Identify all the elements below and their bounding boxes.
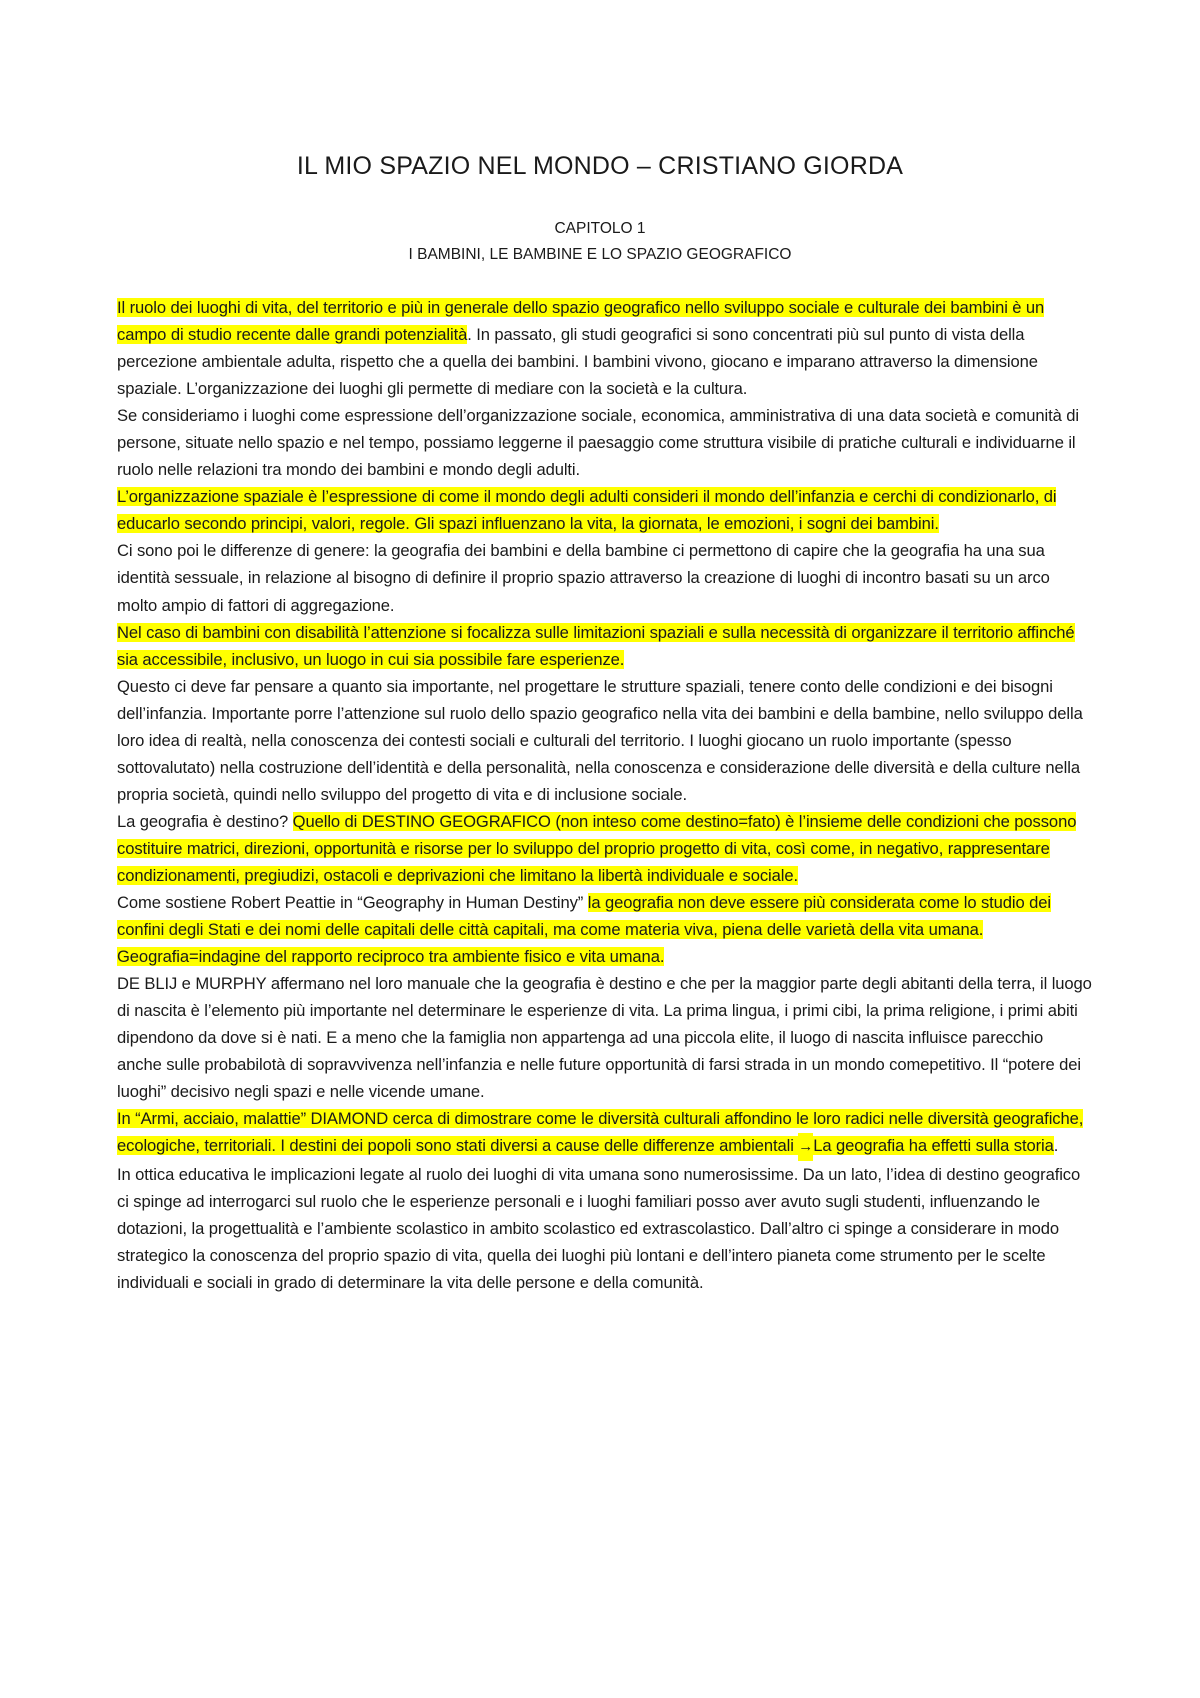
paragraph-11 <box>117 1161 1092 1296</box>
document-title: IL MIO SPAZIO NEL MONDO – CRISTIANO GIORDA <box>296 152 904 180</box>
body-text-run: Se consideriamo i luoghi come espressione dell’organizzazione sociale, economica, amministrativa di una data società e comunità di persone, situate nello spazio e nel tempo, possiamo leggerne il paesaggio come struttura visibile di pratiche culturali e individuarne il ruolo nelle relazioni tra mondo dei bambini e mondo degli adulti. <box>117 406 1079 480</box>
paragraph-2 <box>117 402 1092 483</box>
paragraph-6 <box>117 673 1092 808</box>
paragraph-10 <box>117 1105 1092 1160</box>
highlighted-text: Il ruolo dei luoghi di vita, del territorio e più in generale dello spazio geografico nello sviluppo sociale e culturale dei bambini è un campo di studio recente dalle grandi potenzialità <box>117 298 1045 345</box>
body-text-run: In ottica educativa le implicazioni legate al ruolo dei luoghi di vita umana sono numerosissime. Da un lato, l’idea di destino geografico ci spinge ad interrogarci sul ruolo che le esperienze personali e i luoghi familiari posso aver avuto sugli studenti, influenzando le dotazioni, la progettualità e l’ambiente scolastico in ambito scolastico ed extrascolastico. Dall’altro ci spinge a considerare in modo strategico la conoscenza del proprio spazio di vita, quella dei luoghi più lontani e dell’intero pianeta come strumento per le scelte individuali e sociali in grado di determinare la vita delle persone e della comunità. <box>117 1164 1081 1292</box>
paragraph-1 <box>117 294 1092 402</box>
chapter-heading <box>0 216 1200 268</box>
arrow-right-icon: → <box>798 1133 813 1160</box>
body-text-run: Questo ci deve far pensare a quanto sia importante, nel progettare le strutture spaziali, tenere conto delle condizioni e dei bisogni dell’infanzia. Importante porre l’attenzione sul ruolo dello spazio geografico nella vita dei bambini e della bambine, nello sviluppo della loro idea di realtà, nella conoscenza dei contesti sociali e culturali del territorio. I luoghi giocano un ruolo importante (spesso sottovalutato) nella costruzione dell’identità e della personalità, nella conoscenza e considerazione delle diversità e della culture nella propria società, quindi nello sviluppo del progetto di vita e di inclusione sociale. <box>117 676 1083 804</box>
paragraph-8 <box>117 889 1092 970</box>
body-text-run: . In passato, gli studi geografici si sono concentrati più sul punto di vista della percezione ambientale adulta, rispetto che a quella dei bambini. I bambini vivono, giocano e imparano attraverso la dimensione spaziale. L’organizzazione dei luoghi gli permette di mediare con la società e la cultura. <box>117 325 1038 399</box>
body-text-run: Ci sono poi le differenze di genere: la geografia dei bambini e della bambine ci permettono di capire che la geografia ha una sua identità sessuale, in relazione al bisogno di definire il proprio spazio attraverso la creazione di luoghi di incontro basati su un arco molto ampio di fattori di aggregazione. <box>117 541 1050 615</box>
chapter-title: I BAMBINI, LE BAMBINE E LO SPAZIO GEOGRAFICO <box>408 246 792 263</box>
paragraph-9 <box>117 970 1092 1105</box>
paragraph-3 <box>117 483 1092 537</box>
highlighted-text: In “Armi, acciaio, malattie” DIAMOND cerca di dimostrare come le diversità culturali affondino le loro radici nelle diversità geografiche, ecologiche, territoriali. I destini dei popoli sono stati diversi a cause delle differenze ambientali <box>117 1109 1084 1156</box>
paragraph-4 <box>117 537 1092 618</box>
paragraph-5 <box>117 619 1092 673</box>
body-text-run: La geografia è destino? <box>117 811 293 831</box>
chapter-number: CAPITOLO 1 <box>554 220 646 237</box>
body-text-run: DE BLIJ e MURPHY affermano nel loro manuale che la geografia è destino e che per la maggior parte degli abitanti della terra, il luogo di nascita è l’elemento più importante nel determinare le esperienze di vita. La prima lingua, i primi cibi, la prima religione, i primi abiti dipendono da dove si è nati. E a meno che la famiglia non appartenga ad una piccola elite, il luogo di nascita influisce parecchio anche sulle probabilotà di sopravvivenza nell’infanzia e nelle future opportunità di farsi strada in un mondo comepetitivo. Il “potere dei luoghi” decisivo negli spazi e nelle vicende umane. <box>117 974 1092 1102</box>
highlighted-text: Nel caso di bambini con disabilità l’attenzione si focalizza sulle limitazioni spaziali e sulla necessità di organizzare il territorio affinché sia accessibile, inclusivo, un luogo in cui sia possibile fare esperienze. <box>117 622 1075 669</box>
highlighted-text: L’organizzazione spaziale è l’espressione di come il mondo degli adulti consideri il mondo dell’infanzia e cerchi di condizionarlo, di educarlo secondo principi, valori, regole. Gli spazi influenzano la vita, la giornata, le emozioni, i sogni dei bambini. <box>117 487 1057 534</box>
highlighted-text: la geografia non deve essere più considerata come lo studio dei confini degli Stati e dei nomi delle capitali delle città capitali, ma come materia viva, piena delle varietà della vita umana. Geografia=indagine del rapporto reciproco tra ambiente fisico e vita umana. <box>117 893 1051 967</box>
highlighted-text: Quello di DESTINO GEOGRAFICO (non inteso come destino=fato) è l’insieme delle condizioni che possono costituire matrici, direzioni, opportunità e risorse per lo sviluppo del proprio progetto di vita, così come, in negativo, rappresentare condizionamenti, pregiudizi, ostacoli e deprivazioni che limitano la libertà individuale e sociale. <box>117 811 1077 885</box>
document-body <box>117 294 1092 1296</box>
body-text-run: . <box>1053 1136 1059 1156</box>
body-text-run: Come sostiene Robert Peattie in “Geography in Human Destiny” <box>117 893 588 913</box>
highlighted-text: La geografia ha effetti sulla storia <box>813 1136 1054 1156</box>
paragraph-7 <box>117 808 1092 889</box>
